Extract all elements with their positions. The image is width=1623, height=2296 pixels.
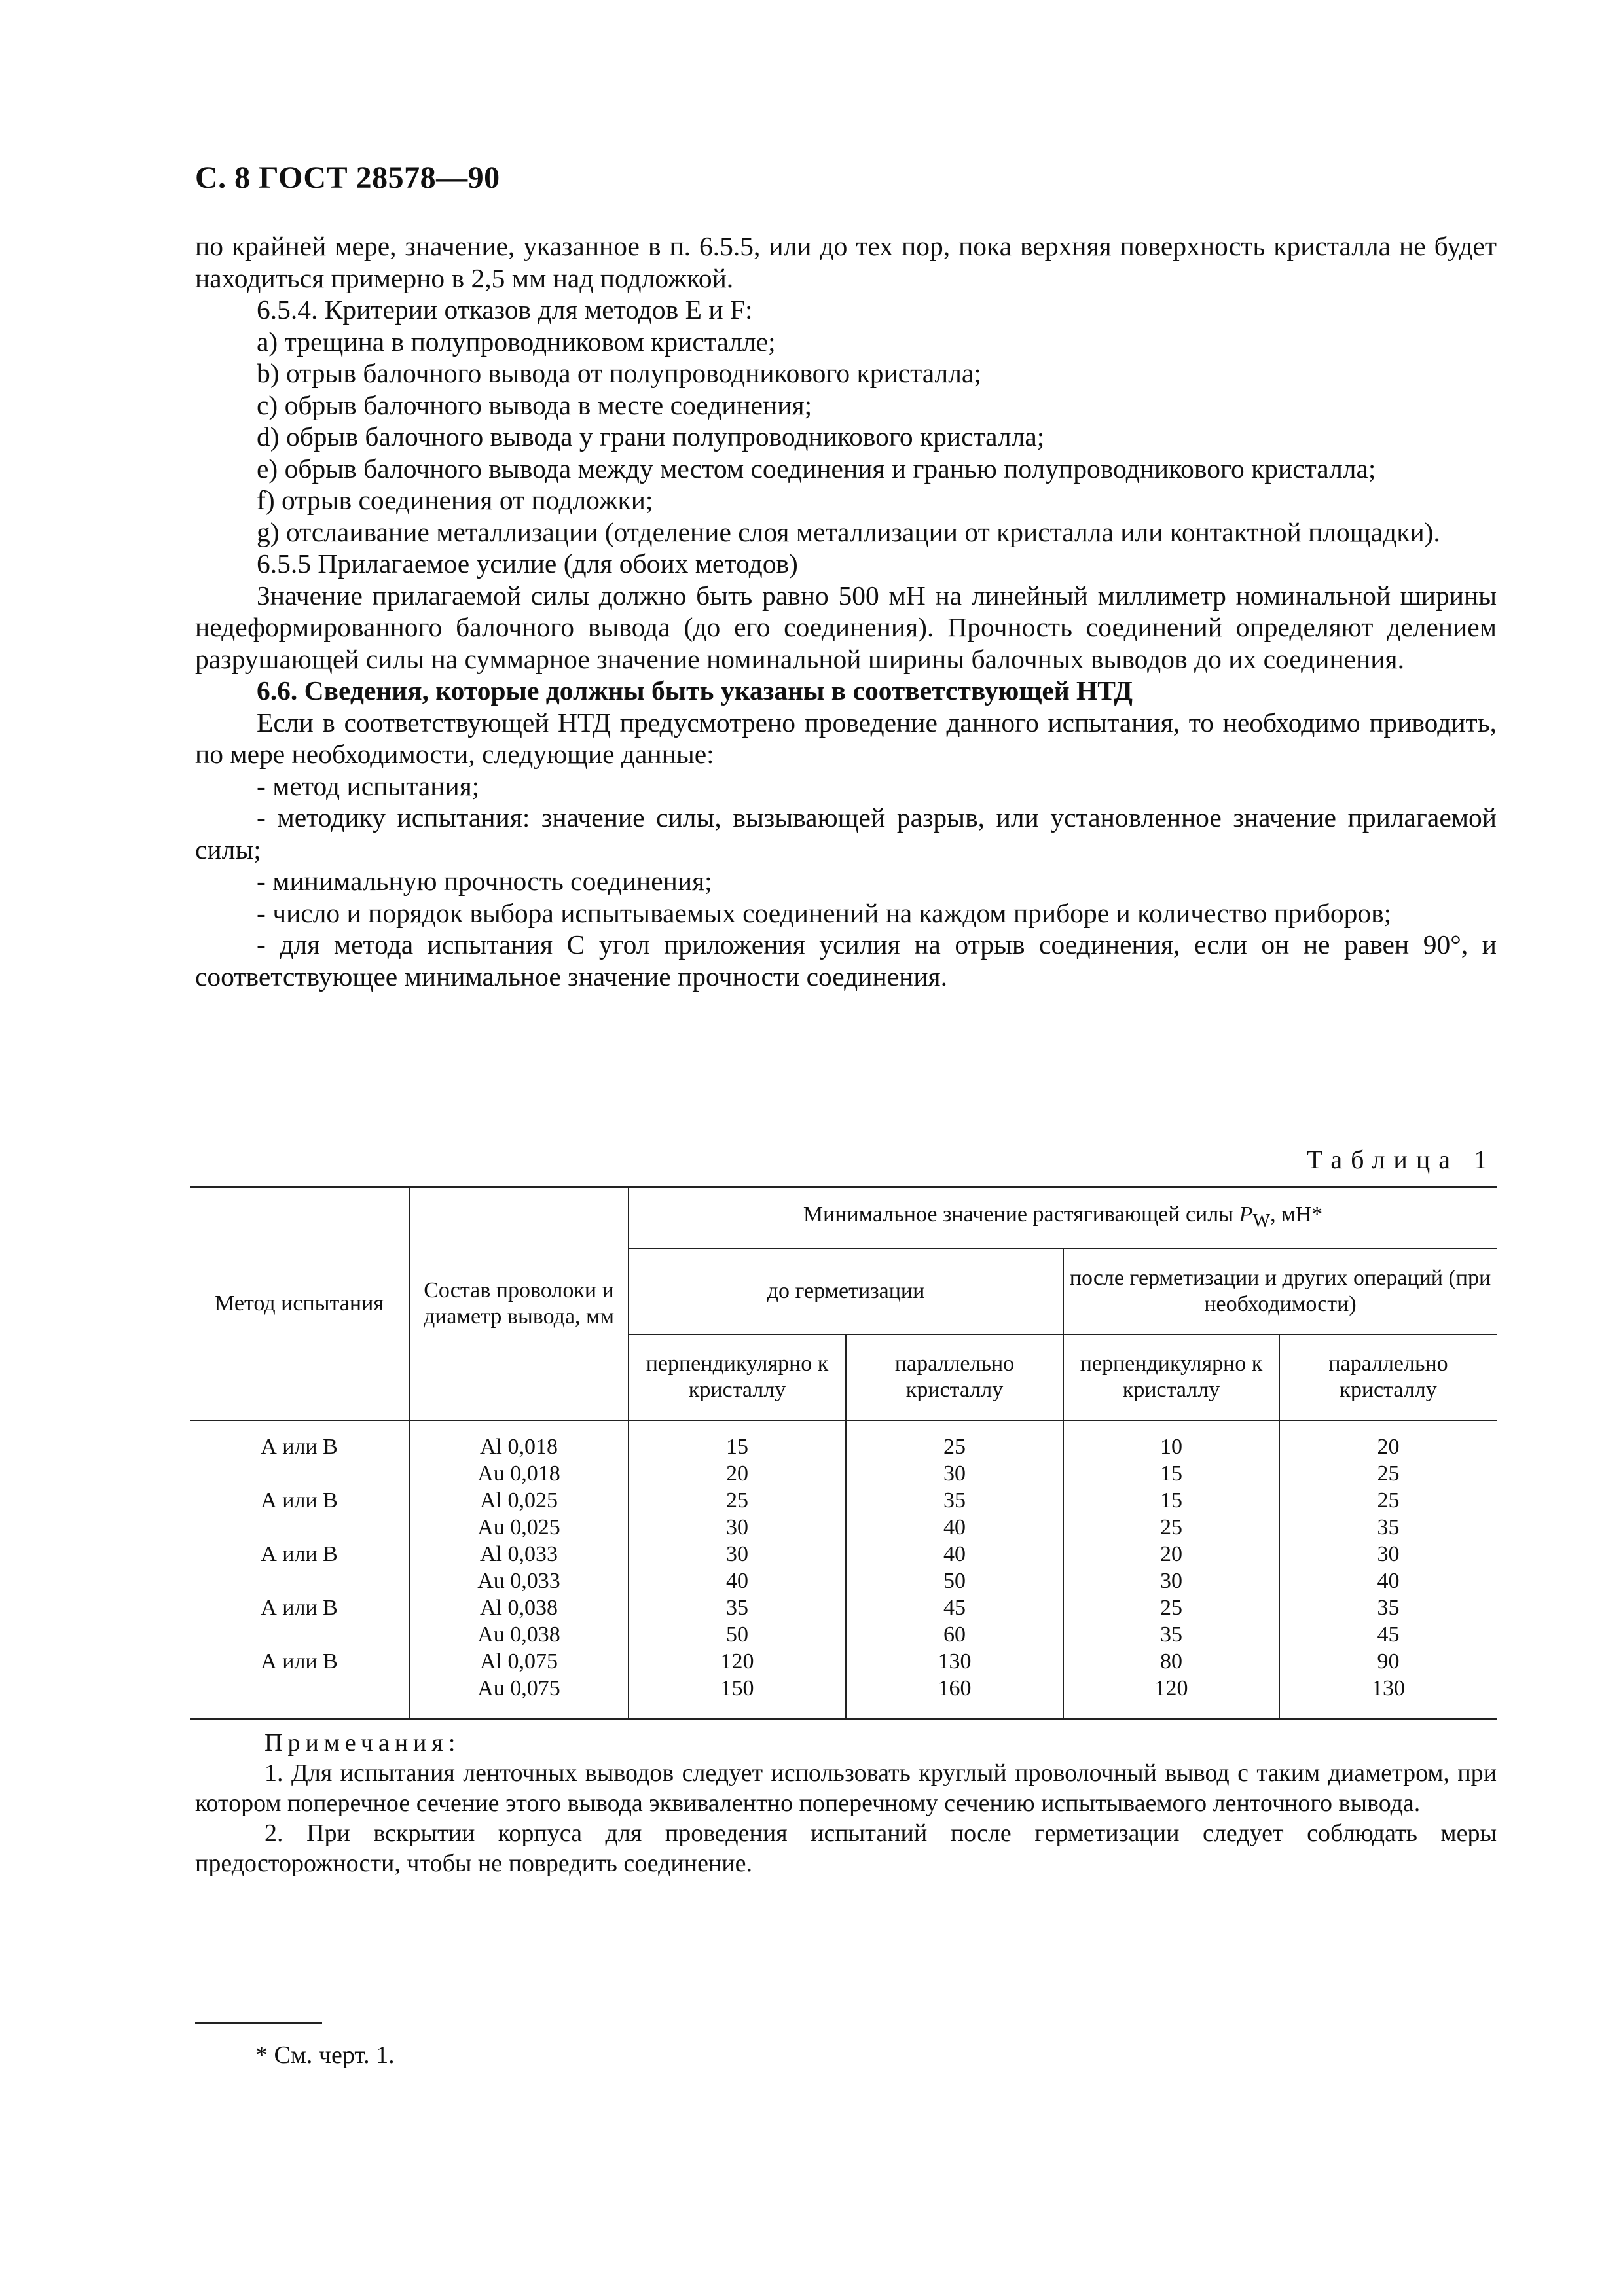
force-symbol: P bbox=[1239, 1202, 1253, 1227]
body-text bbox=[195, 230, 1497, 992]
section-6-5-4-heading: 6.5.4. Критерии отказов для методов E и F: bbox=[257, 295, 753, 325]
cell-value: 10 bbox=[1063, 1420, 1279, 1461]
cell-value: 15 bbox=[1063, 1461, 1279, 1488]
data-table bbox=[190, 1186, 1497, 1720]
cell-method bbox=[190, 1461, 409, 1488]
cell-wire: Al 0,025 bbox=[409, 1488, 629, 1515]
cell-wire: Au 0,033 bbox=[409, 1568, 629, 1595]
table-row bbox=[190, 1649, 1497, 1676]
force-label: Минимальное значение растягивающей силы bbox=[803, 1202, 1239, 1227]
footnote: * См. черт. 1. bbox=[255, 2041, 395, 2069]
cell-method bbox=[190, 1676, 409, 1719]
list-item: - для метода испытания С угол приложения усилия на отрыв соединения, если он не равен 90°, и соответствующее минимальное значение прочности соединения. bbox=[195, 929, 1497, 992]
cell-value: 60 bbox=[846, 1622, 1063, 1649]
cell-value: 20 bbox=[629, 1461, 846, 1488]
cell-value: 20 bbox=[1063, 1541, 1279, 1568]
section-6-5-5-heading: 6.5.5 Прилагаемое усилие (для обоих методов) bbox=[257, 548, 798, 579]
cell-value: 25 bbox=[1063, 1595, 1279, 1622]
list-item: - минимальную прочность соединения; bbox=[257, 866, 712, 896]
list-item: c) обрыв балочного вывода в месте соединения; bbox=[257, 389, 812, 420]
table-row bbox=[190, 1461, 1497, 1488]
cell-wire: Al 0,033 bbox=[409, 1541, 629, 1568]
list-item: g) отслаивание металлизации (отделение слоя металлизации от кристалла или контактной площадки). bbox=[257, 516, 1440, 547]
column-header-before: до герметизации bbox=[629, 1249, 1063, 1335]
cell-value: 35 bbox=[629, 1595, 846, 1622]
table-row bbox=[190, 1488, 1497, 1515]
cell-value: 45 bbox=[846, 1595, 1063, 1622]
cell-wire: Au 0,018 bbox=[409, 1461, 629, 1488]
cell-wire: Au 0,075 bbox=[409, 1676, 629, 1719]
section-6-6-heading: 6.6. Сведения, которые должны быть указаны в соответствующей НТД bbox=[257, 675, 1133, 706]
cell-value: 20 bbox=[1279, 1420, 1497, 1461]
list-item: d) обрыв балочного вывода у грани полупроводникового кристалла; bbox=[257, 422, 1045, 452]
list-item: - методику испытания: значение силы, вызывающей разрыв, или установленное значение прилагаемой силы; bbox=[195, 802, 1497, 865]
cell-value: 35 bbox=[846, 1488, 1063, 1515]
cell-value: 35 bbox=[1279, 1595, 1497, 1622]
column-header-after: после герметизации и других операций (при необходимости) bbox=[1063, 1249, 1497, 1335]
column-header-before-perp: перпендикулярно к кристаллу bbox=[629, 1335, 846, 1420]
cell-wire: Al 0,075 bbox=[409, 1649, 629, 1676]
list-item: a) трещина в полупроводниковом кристалле; bbox=[257, 326, 776, 357]
column-header-after-perp: перпендикулярно к кристаллу bbox=[1063, 1335, 1279, 1420]
cell-value: 45 bbox=[1279, 1622, 1497, 1649]
cell-value: 30 bbox=[846, 1461, 1063, 1488]
table-row bbox=[190, 1515, 1497, 1541]
cell-value: 150 bbox=[629, 1676, 846, 1719]
cell-value: 35 bbox=[1063, 1622, 1279, 1649]
cell-value: 90 bbox=[1279, 1649, 1497, 1676]
cell-value: 25 bbox=[1279, 1461, 1497, 1488]
cell-wire: Al 0,018 bbox=[409, 1420, 629, 1461]
cell-value: 50 bbox=[846, 1568, 1063, 1595]
cell-method bbox=[190, 1568, 409, 1595]
paragraph: Если в соответствующей НТД предусмотрено проведение данного испытания, то необходимо приводить, по мере необходимости, следующие данные: bbox=[195, 707, 1497, 769]
list-item: e) обрыв балочного вывода между местом соединения и гранью полупроводникового кристалла; bbox=[257, 453, 1376, 484]
cell-method: А или В bbox=[190, 1420, 409, 1461]
list-item: b) отрыв балочного вывода от полупроводникового кристалла; bbox=[257, 358, 981, 388]
cell-wire: Au 0,038 bbox=[409, 1622, 629, 1649]
cell-method bbox=[190, 1515, 409, 1541]
table-row bbox=[190, 1595, 1497, 1622]
note-item: 1. Для испытания ленточных выводов следует использовать круглый проволочный вывод с таким диаметром, при котором поперечное сечение этого вывода эквивалентно поперечному сечению испытываемого ленточного вывода. bbox=[195, 1759, 1497, 1817]
cell-value: 15 bbox=[1063, 1488, 1279, 1515]
cell-method: А или В bbox=[190, 1488, 409, 1515]
column-header-before-par: параллельно кристаллу bbox=[846, 1335, 1063, 1420]
cell-value: 40 bbox=[846, 1515, 1063, 1541]
cell-method: А или В bbox=[190, 1541, 409, 1568]
cell-value: 30 bbox=[629, 1515, 846, 1541]
page-header: С. 8 ГОСТ 28578—90 bbox=[195, 160, 500, 195]
cell-value: 50 bbox=[629, 1622, 846, 1649]
cell-value: 25 bbox=[1063, 1515, 1279, 1541]
list-item: - метод испытания; bbox=[257, 770, 480, 801]
column-header-method: Метод испытания bbox=[190, 1187, 409, 1420]
cell-value: 30 bbox=[1279, 1541, 1497, 1568]
table-row bbox=[190, 1676, 1497, 1719]
cell-value: 35 bbox=[1279, 1515, 1497, 1541]
table-caption: Таблица 1 bbox=[1306, 1145, 1495, 1174]
table-notes bbox=[195, 1728, 1497, 1878]
table-row bbox=[190, 1541, 1497, 1568]
cell-value: 120 bbox=[629, 1649, 846, 1676]
cell-method: А или В bbox=[190, 1595, 409, 1622]
cell-value: 120 bbox=[1063, 1676, 1279, 1719]
cell-method: А или В bbox=[190, 1649, 409, 1676]
list-item: - число и порядок выбора испытываемых соединений на каждом приборе и количество приборов; bbox=[257, 897, 1392, 928]
cell-value: 30 bbox=[1063, 1568, 1279, 1595]
cell-value: 40 bbox=[846, 1541, 1063, 1568]
cell-value: 40 bbox=[1279, 1568, 1497, 1595]
table-row bbox=[190, 1568, 1497, 1595]
cell-wire: Au 0,025 bbox=[409, 1515, 629, 1541]
column-header-force bbox=[629, 1187, 1497, 1249]
cell-value: 25 bbox=[846, 1420, 1063, 1461]
cell-value: 25 bbox=[629, 1488, 846, 1515]
cell-method bbox=[190, 1622, 409, 1649]
cell-wire: Al 0,038 bbox=[409, 1595, 629, 1622]
cell-value: 80 bbox=[1063, 1649, 1279, 1676]
cell-value: 30 bbox=[629, 1541, 846, 1568]
cell-value: 40 bbox=[629, 1568, 846, 1595]
list-item: f) отрыв соединения от подложки; bbox=[257, 485, 653, 515]
table-row bbox=[190, 1420, 1497, 1461]
footnote-divider bbox=[195, 2022, 322, 2024]
cell-value: 130 bbox=[1279, 1676, 1497, 1719]
cell-value: 160 bbox=[846, 1676, 1063, 1719]
column-header-wire: Состав проволоки и диаметр вывода, мм bbox=[409, 1187, 629, 1420]
cell-value: 25 bbox=[1279, 1488, 1497, 1515]
paragraph: по крайней мере, значение, указанное в п. 6.5.5, или до тех пор, пока верхняя поверхность кристалла не будет находиться примерно в 2,5 мм над подложкой. bbox=[195, 231, 1497, 293]
force-subscript: W bbox=[1252, 1210, 1271, 1231]
cell-value: 15 bbox=[629, 1420, 846, 1461]
table-row bbox=[190, 1622, 1497, 1649]
column-header-after-par: параллельно кристаллу bbox=[1279, 1335, 1497, 1420]
cell-value: 130 bbox=[846, 1649, 1063, 1676]
note-item: 2. При вскрытии корпуса для проведения испытаний после герметизации следует соблюдать меры предосторожности, чтобы не повредить соединение. bbox=[195, 1820, 1497, 1877]
notes-title: Примечания: bbox=[264, 1729, 461, 1757]
force-unit: , мН* bbox=[1270, 1202, 1323, 1227]
paragraph: Значение прилагаемой силы должно быть равно 500 мН на линейный миллиметр номинальной ширины недеформированного балочного вывода (до его соединения). Прочность соединений определяют делением разрушающей силы на суммарное значение номинальной ширины балочных выводов до их соединения. bbox=[195, 580, 1497, 674]
